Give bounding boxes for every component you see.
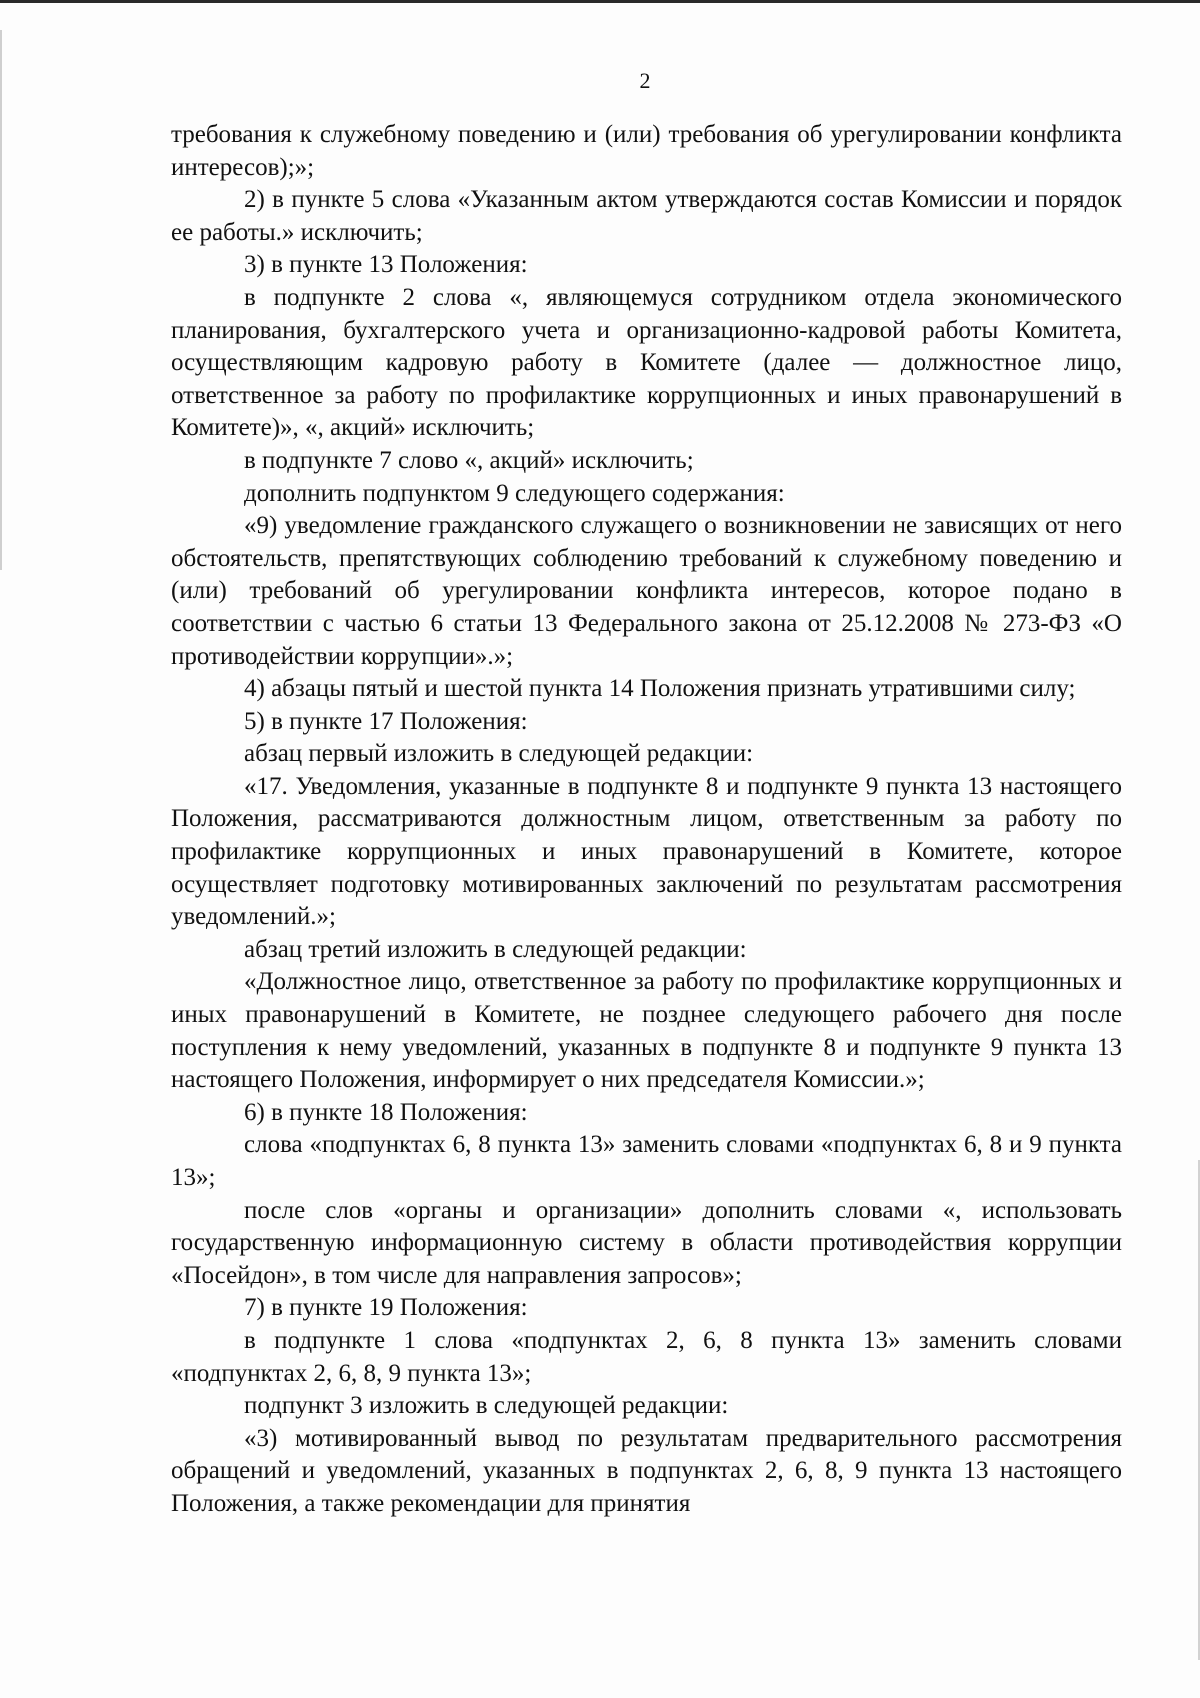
paragraph: после слов «органы и организации» дополнить словами «, использовать государственную информационную систему в области противодействия коррупции «Посейдон», в том числе для направления запросов»; bbox=[171, 1196, 1122, 1289]
page-number: 2 bbox=[639, 68, 651, 93]
top-scan-border bbox=[0, 0, 1200, 3]
paragraph: абзац третий изложить в следующей редакции: bbox=[244, 935, 747, 963]
paragraph: «9) уведомление гражданского служащего о возникновении не зависящих от него обстоятельств, препятствующих соблюдению требований к служебному поведению и (или) требований об урегулировании конфликта интересов, которое подано в соответствии с частью 6 статьи 13 Федерального закона от 25.12.2008 № 273-ФЗ «О противодействии коррупции».»; bbox=[171, 512, 1122, 670]
paragraph: «3) мотивированный вывод по результатам предварительного рассмотрения обращений и уведомлений, указанных в подпунктах 2, 6, 8, 9 пункта 13 настоящего Положения, а также рекомендации для принятия bbox=[171, 1424, 1122, 1517]
paragraph: 3) в пункте 13 Положения: bbox=[244, 251, 528, 279]
paragraph: «17. Уведомления, указанные в подпункте 8 и подпункте 9 пункта 13 настоящего Положения, рассматриваются должностным лицом, ответственным за работу по профилактике коррупционных и иных правонарушений в Комитете, которое осуществляет подготовку мотивированных заключений по результатам рассмотрения уведомлений.»; bbox=[171, 772, 1122, 931]
paragraph: 4) абзацы пятый и шестой пункта 14 Положения признать утратившими силу; bbox=[244, 675, 1076, 703]
left-scan-edge bbox=[0, 30, 2, 570]
paragraph: в подпункте 2 слова «, являющемуся сотрудником отдела экономического планирования, бухгалтерского учета и организационно-кадровой работы Комитета, осуществляющим кадровую работу в Комитете (далее — должностное лицо, ответственное за работу по профилактике коррупционных и иных правонарушений в Комитете)», «, акций» исключить; bbox=[171, 283, 1122, 442]
paragraph: 2) в пункте 5 слова «Указанным актом утверждаются состав Комиссии и порядок ее работы.» исключить; bbox=[171, 186, 1122, 246]
paragraph: «Должностное лицо, ответственное за работу по профилактике коррупционных и иных правонарушений в Комитете, не позднее следующего рабочего дня после поступления к нему уведомлений, указанных в подпункте 8 и подпункте 9 пункта 13 настоящего Положения, информирует о них председателя Комиссии.»; bbox=[171, 968, 1122, 1094]
paragraph: в подпункте 7 слово «, акций» исключить; bbox=[244, 446, 694, 474]
paragraph: абзац первый изложить в следующей редакции: bbox=[244, 740, 754, 768]
paragraph: 6) в пункте 18 Положения: bbox=[244, 1098, 528, 1126]
document-body bbox=[171, 119, 1122, 1521]
paragraph: 7) в пункте 19 Положения: bbox=[244, 1294, 528, 1322]
paragraph: 5) в пункте 17 Положения: bbox=[244, 707, 528, 735]
paragraph: дополнить подпунктом 9 следующего содержания: bbox=[244, 479, 785, 507]
paragraph: в подпункте 1 слова «подпунктах 2, 6, 8 пункта 13» заменить словами «подпунктах 2, 6, 8, 9 пункта 13»; bbox=[171, 1326, 1122, 1387]
paragraph: требования к служебному поведению и (или) требования об урегулировании конфликта интересов);»; bbox=[171, 121, 1122, 181]
paragraph: подпункт 3 изложить в следующей редакции: bbox=[244, 1392, 729, 1420]
paragraph: слова «подпунктах 6, 8 пункта 13» заменить словами «подпунктах 6, 8 и 9 пункта 13»; bbox=[171, 1131, 1122, 1191]
